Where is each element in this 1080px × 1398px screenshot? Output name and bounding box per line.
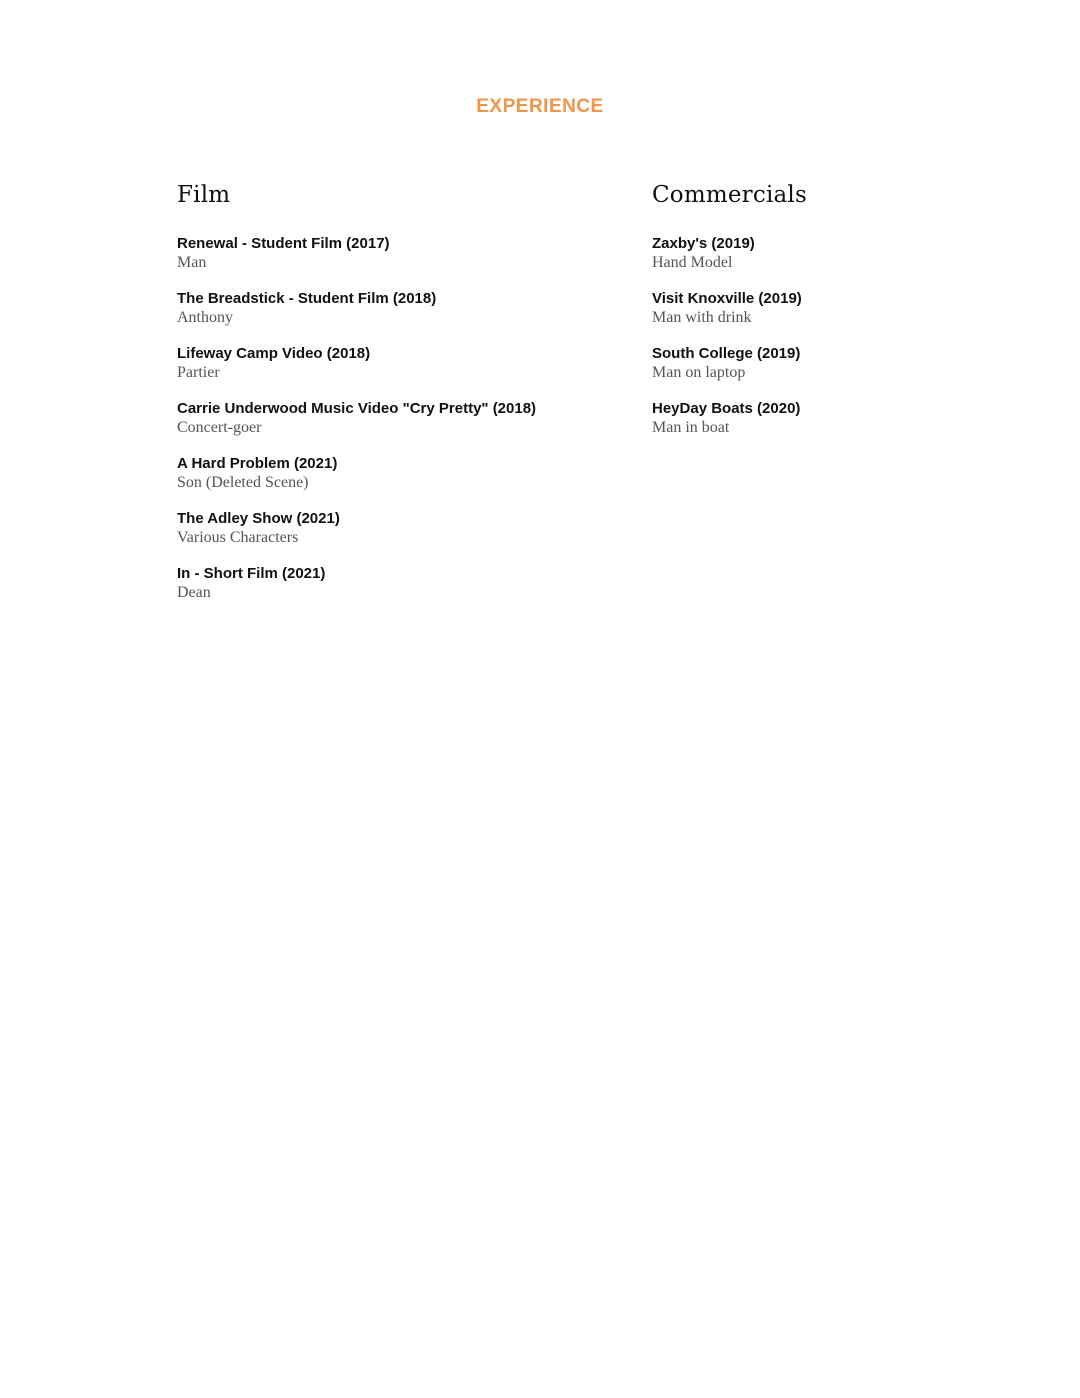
credit-role: Concert-goer [177, 419, 262, 436]
film-credit [177, 564, 617, 619]
credit-title: HeyDay Boats (2020) [652, 400, 801, 417]
credit-role: Man in boat [652, 419, 730, 436]
credit-role: Man with drink [652, 309, 752, 326]
credit-title: Visit Knoxville (2019) [652, 290, 802, 307]
film-credit [177, 344, 617, 399]
commercial-credit [652, 234, 982, 289]
credit-role: Hand Model [652, 254, 733, 271]
commercials-section [652, 180, 982, 454]
commercial-credit [652, 289, 982, 344]
credit-role: Man [177, 254, 207, 271]
credit-role: Son (Deleted Scene) [177, 474, 309, 491]
page-title: EXPERIENCE [476, 96, 604, 117]
commercials-heading: Commercials [652, 182, 807, 208]
credit-title: A Hard Problem (2021) [177, 455, 338, 472]
credit-title: In - Short Film (2021) [177, 565, 326, 582]
credit-title: Carrie Underwood Music Video "Cry Pretty" (2018) [177, 400, 537, 417]
credit-title: The Adley Show (2021) [177, 510, 340, 527]
credit-role: Dean [177, 584, 211, 601]
commercial-credit [652, 399, 982, 454]
film-credit [177, 509, 617, 564]
credit-role: Man on laptop [652, 364, 746, 381]
credit-title: Lifeway Camp Video (2018) [177, 345, 371, 362]
film-credit [177, 289, 617, 344]
film-credit [177, 234, 617, 289]
film-credit [177, 454, 617, 509]
credit-title: Renewal - Student Film (2017) [177, 235, 390, 252]
commercial-credit [652, 344, 982, 399]
film-heading: Film [177, 182, 231, 208]
credit-title: South College (2019) [652, 345, 801, 362]
credit-role: Anthony [177, 309, 233, 326]
film-credit [177, 399, 617, 454]
film-section [177, 180, 617, 619]
credit-role: Partier [177, 364, 220, 381]
credit-title: The Breadstick - Student Film (2018) [177, 290, 437, 307]
credit-role: Various Characters [177, 529, 299, 546]
credit-title: Zaxby's (2019) [652, 235, 755, 252]
